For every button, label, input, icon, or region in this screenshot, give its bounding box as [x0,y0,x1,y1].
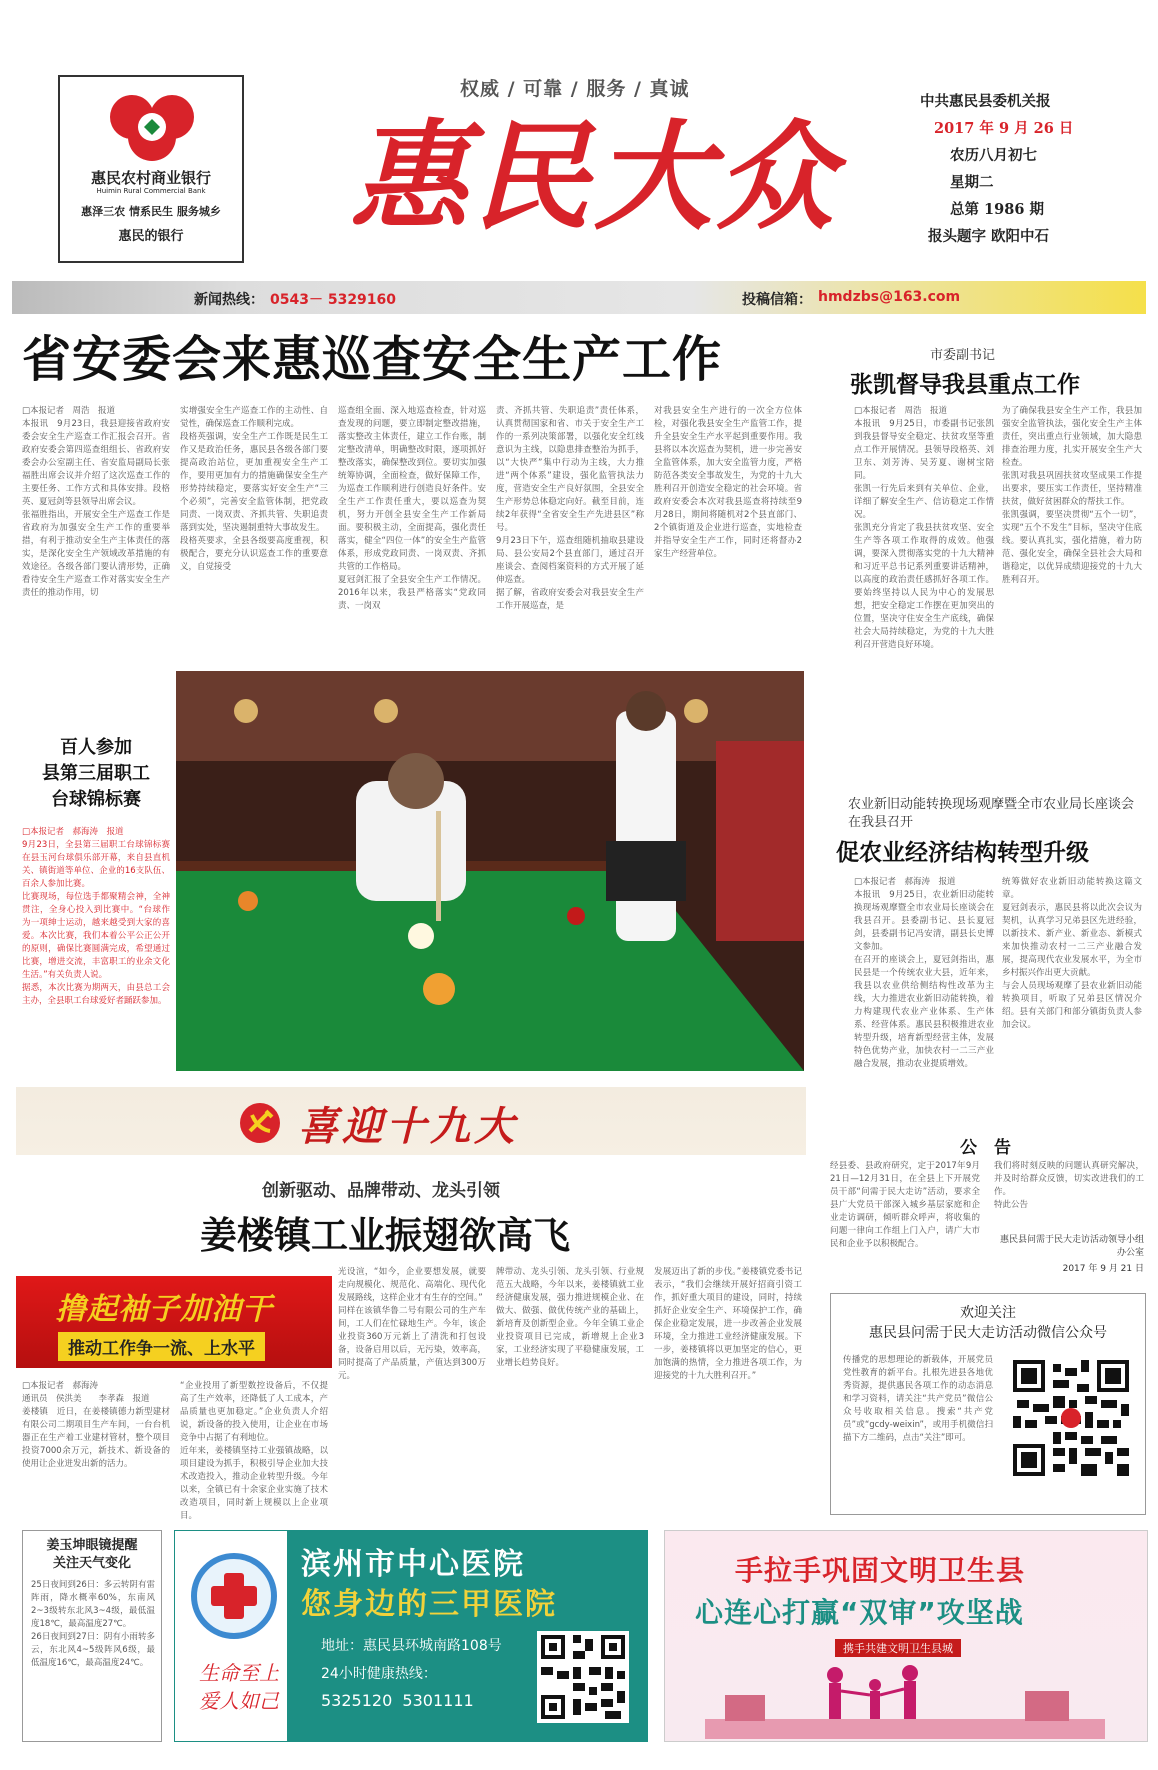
feature-headline: 姜楼镇工业振翅欲高飞 [200,1214,570,1257]
bank-name-en: Huimin Rural Commercial Bank [96,187,206,195]
photo-caption-headline: 百人参加 县第三届职工 台球锦标赛 [42,737,150,810]
feature-col-2: “企业投用了新型数控设备后，不仅提高了生产效率，还降低了人工成本，产品质量也更加稳定。”企业负责人介绍说，新设备的投入使用，让企业在市场竞争中占据了有利地位。 近年来，姜楼镇坚持工业强镇战略，以项目建设为抓手，积极引导企业加大技术改造投入，推动企业转型升级。今年以来，全镇已有十余家企业实施了技术改造项目，同时新上规模以上企业项目。 [180,1381,328,1521]
wechat-title: 欢迎关注 [960,1305,1016,1321]
bank-logo-icon [102,87,202,165]
feature-col-4: 牌带动、龙头引领、龙头引领、行业规范五大战略，今年以来，姜楼镇就工业经济健康发展，强力推进规模企业、在做大、做强、做优传统产业的基础上，新培育及创新型企业。今年全镇工业企业投资项目已完成，新增规上企业3家，工业经济实现了平稳健康发展，工业增长趋势良好。 [496,1267,644,1368]
hospital-address: 地址：惠民县环城南路108号 [321,1638,502,1654]
party-emblem-icon [238,1101,282,1145]
civ-tag: 携手共建文明卫生县城 [835,1639,961,1657]
notice-title: 公 告 [960,1138,1011,1158]
agri-col-2: 统筹做好农业新旧动能转换这篇文章。 夏冠剑表示，惠民县将以此次会议为契机，认真学习兄弟县区先进经验，以新技术、新产业、新业态、新模式来加快推动农村一二三产业融合发展，提高现代农业发展水平，为全市乡村振兴作出更大贡献。 与会人员现场观摩了县农业新旧动能转换项目，听取了兄弟县区情况介绍。县有关部门和部分镇街负责人参加会议。 [1002,877,1142,1030]
wechat-box [830,1293,1146,1515]
issue-info [920,88,1090,250]
lead-headline: 省安委会来惠巡查安全生产工作 [22,331,723,388]
sidebar-col-1: □本报记者 周浩 报道 本报讯 9月25日，市委副书记张凯到我县督导安全稳定、扶贫攻坚等重点工作开展情况。县领导段格英、刘卫东、刘芳涛、吴芳夏、谢树宝陪同。 张凯一行先后来到有关单位、企业，详细了解安全生产、信访稳定工作情况。 张凯充分肯定了我县扶贫攻坚、安全生产等各项工作取得的成效。他强调，要深入贯彻落实党的十九大精神和习近平总书记系列重要讲话精神，以高度的政治责任感抓好各项工作。要始终坚持以人民为中心的发展思想，把安全稳定工作摆在更加突出的位置，坚决守住安全生产底线，确保社会大局持续稳定，为党的十九大胜利召开营造良好环境。 [854,406,994,650]
hospital-logo-icon [189,1551,279,1641]
agri-kicker: 农业新旧动能转换现场观摩暨全市农业局长座谈会在我县召开 [848,797,1135,830]
civilization-ad [664,1530,1148,1742]
hospital-ad [174,1530,648,1742]
lunar-date: 农历八月初七 [950,147,1037,164]
agri-col-1: □本报记者 郝海涛 报道 本报讯 9月25日，农业新旧动能转换现场观摩暨全市农业局长座谈会在我县召开。县委副书记、县长夏冠剑，县委副书记冯安清，副县长史博文参加。 在召开的座谈会上，夏冠剑指出，惠民县是一个传统农业大县，近年来，我县以农业供给侧结构性改革为主线，大力推进农业新旧动能转换，着力构建现代农业产业体系、生产体系、经营体系。惠民县积极推进农业转型升级，培育新型经营主体，发展特色优势产业，加快农村一二三产业融合发展，推动农业提质增效。 [854,877,994,1069]
lead-col-1: □本报记者 周浩 报道 本报讯 9月23日，我县迎接省政府安委会安全生产巡查工作汇报会召开。省政府安委会第四巡查组组长、省政府安委会办公室副主任、省安监局副局长张福胜出席会议并介绍了这次巡查工作的主要任务、工作方式和具体安排。段格英、夏冠剑等县领导出席会议。 张福胜指出，开展安全生产巡查工作是省政府为加强安全生产工作的重要举措，有利于推动安全生产主体责任的落实，是深化安全生产领域改革措施的有效途径。各级各部门要认清形势，正确看待安全生产巡查工作对落实安全生产责任的推动作用，切 [22,406,170,598]
sidebar-col-2: 为了确保我县安全生产工作，我县加强安全监管执法，强化安全生产主体责任，突出重点行业领域，加大隐患排查治理力度，扎实开展安全生产大检查。 张凯对我县巩固扶贫攻坚成果工作提出要求，要压实工作责任，坚持精准扶贫，做好贫困群众的帮扶工作。 张凯强调，要坚决贯彻“五个一切”，实现“五个不发生”目标，坚决守住底线。要认真扎实，强化措施，着力防范、强化安全，确保全县社会大局和谐稳定，以优异成绩迎接党的十九大胜利召开。 [1002,406,1142,585]
weather-title: 姜玉坤眼镜提醒 关注天气变化 [46,1538,138,1571]
email-address: hmdzbs@163.com [818,289,961,305]
hospital-name: 滨州市中心医院 [301,1547,525,1582]
bank-slogan: 惠泽三农 情系民生 服务城乡 [81,205,221,218]
notice-body: 经县委、县政府研究，定于2017年9月21日—12月31日，在全县上下开展党员干部“问需于民大走访”活动，要求全县广大党员干部深入城乡基层家庭和企业走访调研，倾听群众呼声，将收集的问题一律向工作组上门入户，请广大市民和企业予以积极配合。 [830,1161,980,1249]
agri-headline: 促农业经济结构转型升级 [836,840,1089,866]
celebration-banner [16,1087,806,1155]
lead-col-5: 对我县安全生产进行的一次全方位体检，对强化我县安全生产监管工作，提升全县安全生产水平起到重要作用。我县将以本次巡查为契机，进一步完善安全监管体系，加大安全监管力度，严格防范各类安全事故发生，为党的十九大胜利召开创造安全稳定的社会环境。省政府安委会本次对我县巡查将持续至9月28日，期间将随机对2个县直部门、2个镇街道及企业进行巡查，实地检查并指导安全生产工作，同时还将督办2家生产经营单位。 [654,406,802,559]
notice-body-2: 我们将时刻反映的问题认真研究解决，并及时给群众反馈，切实改进我们的工作。 特此公告 [994,1161,1144,1210]
photo-caption-text: □本报记者 郝海涛 报道 9月23日，全县第三届职工台球锦标赛在县玉河台球俱乐部开幕，来自县直机关、镇街道等单位、企业的16支队伍、百余人参加比赛。 比赛现场，每位选手都聚精会神，全神贯注，全身心投入到比赛中。“台球作为一项绅士运动，越来越受到大家的喜爱。本次比赛，我们本着公平公正公开的原则，确保比赛圆满完成，希望通过比赛，增进交流，丰富职工的业余文化生活。”有关负责人说。 据悉，本次比赛为期两天，由县总工会主办，全县职工台球爱好者踊跃参加。 [22,827,170,1006]
notice-sign: 惠民县问需于民大走访活动领导小组办公室 [999,1235,1144,1258]
issue-date: 2017 年 9 月 26 日 [934,120,1074,137]
lead-col-3: 巡查组全面、深入地巡查检查，针对巡查发现的问题，要立即制定整改措施，落实整改主体责任，建立工作台账，制定整改清单，明确整改时限，逐项抓好整改落实，确保整改到位。要切实加强统筹协调，全面检查，做好保障工作，为巡查工作顺利进行创造良好条件。安全生产工作责任重大，要以巡查为契机，努力开创全县安全生产工作新局面。要积极主动，全面提高，强化责任落实，健全“四位一体”的安全生产监管体系，形成党政同责、一岗双责、齐抓共管的工作格局。 夏冠剑汇报了全县安全生产工作情况。2016年以来，我县严格落实“党政同责、一岗双 [338,406,486,611]
feature-col-1: □本报记者 郝海涛 通讯员 侯洪美 李孝森 报道 姜楼镇 近日，在姜楼镇德力新型建材有限公司二期项目生产车间，一台台机器正在生产着工业建材管材，整个项目投资7000余万元，新技术、新设备的使用让企业迸发出新的活力。 [22,1381,170,1469]
lead-col-4: 责、齐抓共管、失职追责”责任体系，认真贯彻国家和省、市关于安全生产工作的一系列决策部署，以强化安全红线意识为主线，以隐患排查整治为抓手，以“大快严”集中行动为主线，大力推进“两个体系”建设，强化监管执法力度，营造安全生产良好氛围，全县安全生产形势总体稳定向好。截至目前，连续2年获得“全省安全生产先进县区”称号。 9月23日下午，巡查组随机抽取县建设局、县公安局2个县直部门，通过召开座谈会、查阅档案资料的方式开展了延伸巡查。 据了解，省政府安委会对我县安全生产工作开展巡查，是 [496,406,644,611]
weather-text: 25日夜间到26日：多云转阴有雷阵雨，降水概率60%，东南风2~3级转东北风3~4级，最低温度18℃，最高温度27℃。 26日夜间到27日：阴有小雨转多云，东北风4~5级阵风6级，最低温度16℃，最高温度24℃。 [31,1580,155,1668]
hospital-slogan: 您身边的三甲医院 [301,1587,557,1622]
family-silhouette-icon [705,1655,1105,1739]
hotline-number: 0543－ 5329160 [270,292,397,308]
lead-col-2: 实增强安全生产巡查工作的主动性、自觉性，确保巡查工作顺利完成。 段格英强调，安全生产工作既是民生工作又是政治任务，惠民县各级各部门要提高政治站位，更加重视安全生产工作，要用更加有力的措施确保安全生产形势持续稳定，要落实好安全生产“三个必须”，完善安全监管体制，把党政同责、一岗双责、齐抓共管、失职追责落到实处，坚决遏制重特大事故发生。 段格英要求，全县各级要高度重视，积极配合，要充分认识巡查工作的重要意义，自觉接受 [180,406,328,572]
hospital-qr-code-icon[interactable] [537,1631,629,1723]
organ: 中共惠民县委机关报 [920,93,1051,110]
qr-code-icon[interactable] [1009,1356,1133,1480]
wechat-text: 传播党的思想理论的新载体，开展党员党性教育的新平台。扎根先进县各地优秀资源，提供惠民各项工作的动态消息和学习资料，请关注“共产党员”微信公众号收取相关信息。搜索“共产党员”或“gcdy-weixin”，或用手机微信扫描下方二维码，点击“关注”即可。 [843,1355,993,1443]
wechat-subtitle: 惠民县问需于民大走访活动微信公众号 [869,1325,1107,1341]
hospital-hotline-label: 24小时健康热线： [321,1666,437,1682]
civ-line-2: 心连心打赢“双审”攻坚战 [695,1596,1024,1629]
newspaper-title: 惠民大众 [350,107,839,246]
weekday: 星期二 [950,174,994,191]
sidebar-headline: 张凯督导我县重点工作 [850,372,1080,398]
hotline-label: 新闻热线： [194,292,264,308]
feature-kicker: 创新驱动、品牌带动、龙头引领 [262,1181,500,1201]
bank-ad-box [58,75,244,263]
bank-name: 惠民农村商业银行 [90,169,211,187]
hospital-motto: 生命至上 爱人如己 [199,1661,279,1713]
feature-col-5: 发展迈出了新的步伐。”姜楼镇党委书记表示，“我们会继续开展好招商引资工作，抓好重大项目的建设，同时，持续抓好企业安全生产、环境保护工作，确保企业稳定发展，进一步改善企业发展环境，全力推进工业经济健康发展。下一步，姜楼镇将以更加坚定的信心，更加饱满的热情，全力推进各项工作，为迎接党的十九大胜利召开。” [654,1267,802,1381]
weather-box [22,1530,162,1742]
motto: 权威 / 可靠 / 服务 / 真诚 [460,78,690,100]
notice-date: 2017 年 9 月 21 日 [1062,1264,1144,1274]
bank-tagline: 惠民的银行 [118,229,184,244]
banner-title: 喜迎十九大 [298,1103,518,1150]
calligraphy-credit: 报头题字 欧阳中石 [928,228,1050,245]
badge-bottom: 推动工作争一流、上水平 [58,1332,265,1361]
sidebar-kicker: 市委副书记 [930,348,996,363]
work-badge [16,1276,332,1368]
issue-number: 总第 1986 期 [950,201,1044,218]
civ-line-1: 手拉手巩固文明卫生县 [735,1554,1026,1587]
feature-col-3: 光设渲，“如今，企业要想发展，就要走向规模化、规范化、高端化、现代化发展路线，这样企业才有生存的空间。” 同样在该镇华鲁二号有限公司的生产车间，工人们在忙碌地生产。今年，该企业投资360万元新上了清洗和打包设备，设备启用以后，无污染，效率高，同时提高了产品质量，产值达到300万元。 [338,1267,486,1381]
badge-top: 撸起袖子加油干 [56,1292,273,1327]
hospital-panel [287,1531,647,1741]
billiards-photo [176,671,804,1071]
info-bar [12,281,1146,314]
email-label: 投稿信箱： [742,292,812,308]
hospital-phones: 5325120 5301111 [321,1691,474,1710]
